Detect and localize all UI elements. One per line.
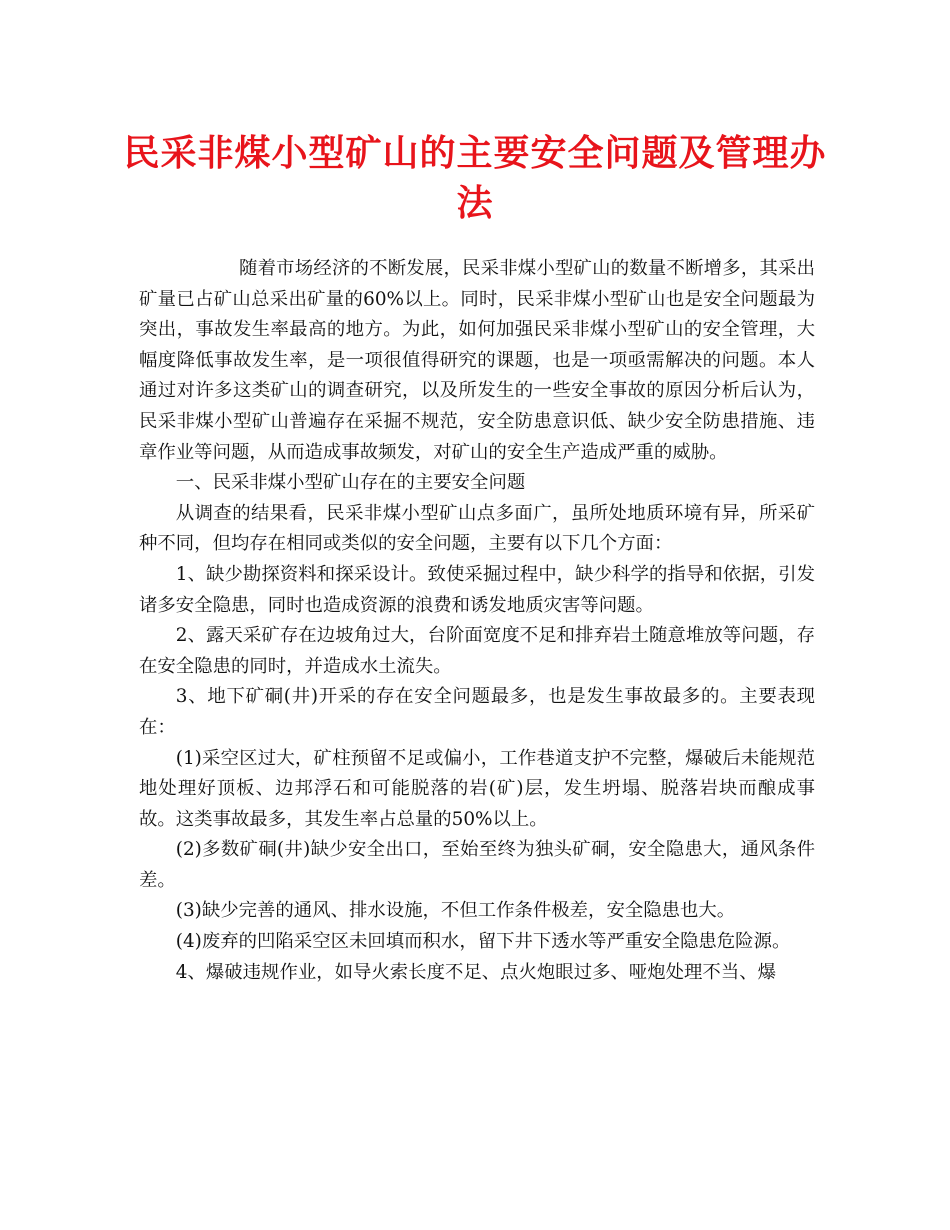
list-item: 2、露天采矿存在边坡角过大，台阶面宽度不足和排弃岩土随意堆放等问题，存在安全隐患的同时，并造成水土流失。 — [139, 625, 815, 677]
sub-list-item: (3)缺少完善的通风、排水设施，不但工作条件极差，安全隐患也大。 — [175, 900, 736, 922]
intro-paragraph: 随着市场经济的不断发展，民采非煤小型矿山的数量不断增多，其采出矿量已占矿山总采出矿量的60%以上。同时，民采非煤小型矿山也是安全问题最为突出，事故发生率最高的地方。为此，如何加强民采非煤小型矿山的安全管理，大幅度降低事故发生率，是一项很值得研究的课题，也是一项亟需解决的问题。本人通过对许多这类矿山的调查研究，以及所发生的一些安全事故的原因分析后认为，民采非煤小型矿山普遍存在采掘不规范，安全防患意识低、缺少安全防患措施、违章作业等问题，从而造成事故频发，对矿山的安全生产造成严重的威胁。 — [139, 258, 815, 463]
list-item: 1、缺少勘探资料和探采设计。致使采掘过程中，缺少科学的指导和依据，引发诸多安全隐患，同时也造成资源的浪费和诱发地质灾害等问题。 — [139, 563, 815, 616]
sub-list-item: (1)采空区过大，矿柱预留不足或偏小，工作巷道支护不完整，爆破后未能规范地处理好顶板、边邦浮石和可能脱落的岩(矿)层，发生坍塌、脱落岩块而酿成事故。这类事故最多，其发生率占总量的50%以上。 — [139, 747, 815, 830]
list-item: 3、地下矿硐(井)开采的存在安全问题最多，也是发生事故最多的。主要表现在： — [139, 686, 815, 738]
document-title: 民采非煤小型矿山的主要安全问题及管理办法 — [123, 132, 827, 224]
sub-list-item: (2)多数矿硐(井)缺少安全出口，至始至终为独头矿硐，安全隐患大，通风条件差。 — [139, 839, 815, 891]
list-item: 4、爆破违规作业，如导火索长度不足、点火炮眼过多、哑炮处理不当、爆 — [175, 961, 776, 983]
document-body — [139, 254, 815, 988]
sub-list-item: (4)废弃的凹陷采空区未回填而积水，留下井下透水等严重安全隐患危险源。 — [175, 931, 791, 953]
paragraph: 从调查的结果看，民采非煤小型矿山点多面广，虽所处地质环境有异，所采矿种不同，但均存在相同或类似的安全问题，主要有以下几个方面： — [139, 502, 815, 555]
section-heading: 一、民采非煤小型矿山存在的主要安全问题 — [175, 472, 526, 494]
